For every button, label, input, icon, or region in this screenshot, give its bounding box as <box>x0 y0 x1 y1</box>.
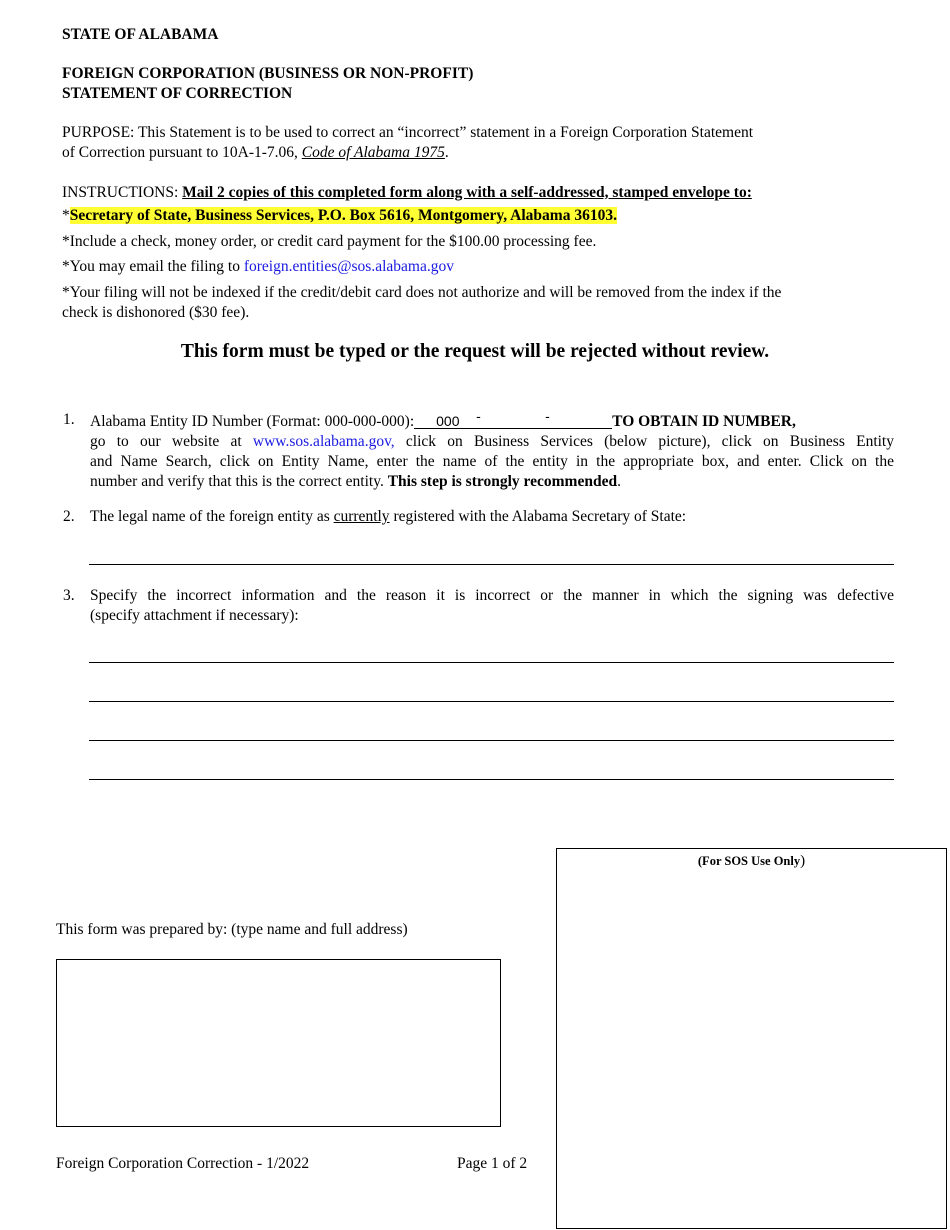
item-1-text <box>90 410 894 492</box>
purpose-line-2-suffix: . <box>444 144 449 161</box>
item-2-currently: currently <box>333 508 390 525</box>
fee-line: *Include a check, money order, or credit card payment for the $100.00 processing fee. <box>62 233 597 250</box>
item-1-line-4-prefix: number and verify that this is the correct entity. <box>90 473 388 490</box>
correction-field-line-1[interactable] <box>89 662 894 663</box>
index-warning-line-1: *Your filing will not be indexed if the credit/debit card does not authorize and will be removed from the index if the <box>62 284 782 301</box>
purpose-line-2 <box>62 143 753 163</box>
website-link[interactable]: www.sos.alabama.gov, <box>252 433 395 450</box>
item-1-line-4 <box>90 472 894 492</box>
address-highlight: Secretary of State, Business Services, P.O. Box 5616, Montgomery, Alabama 36103. <box>69 207 617 224</box>
correction-field-line-3[interactable] <box>89 740 894 741</box>
email-prefix: *You may email the filing to <box>62 258 244 275</box>
address-star: * <box>62 207 70 224</box>
mail-instructions: Mail 2 copies of this completed form along with a self-addressed, stamped envelope to: <box>182 184 752 201</box>
item-3-line-2: (specify attachment if necessary): <box>90 607 299 624</box>
form-title-line-1: FOREIGN CORPORATION (BUSINESS OR NON-PROFIT) <box>62 65 474 82</box>
correction-field-line-4[interactable] <box>89 779 894 780</box>
footer-page-number: Page 1 of 2 <box>457 1155 528 1172</box>
footer-form-id: Foreign Corporation Correction - 1/2022 <box>56 1155 310 1172</box>
item-1-line-4-suffix: . <box>617 473 621 490</box>
state-heading: STATE OF ALABAMA <box>62 26 219 43</box>
instructions-label: INSTRUCTIONS: <box>62 184 183 201</box>
recommended-note: This step is strongly recommended <box>387 473 618 490</box>
correction-field-line-2[interactable] <box>89 701 894 702</box>
index-warning-line-2: check is dishonored ($30 fee). <box>62 304 250 321</box>
entity-id-part-1: 000 <box>436 413 460 429</box>
item-2-suffix: registered with the Alabama Secretary of State: <box>389 508 687 525</box>
item-1-line-3: and Name Search, click on Entity Name, enter the name of the entity in the appropriate box, and enter. Click on the <box>90 453 894 470</box>
index-warning <box>62 283 781 323</box>
item-3-line-1: Specify the incorrect information and the reason it is incorrect or the manner in which the signing was defective <box>90 587 894 604</box>
sos-use-label <box>557 853 946 870</box>
form-title-line-2: STATEMENT OF CORRECTION <box>62 85 293 102</box>
sos-use-box <box>556 848 947 1229</box>
item-3-text <box>90 586 894 626</box>
item-2-number: 2. <box>63 508 75 525</box>
entity-id-separator-2: - <box>545 408 550 424</box>
form-title <box>62 64 473 104</box>
instructions-heading <box>62 183 752 203</box>
entity-id-separator-1: - <box>476 408 481 424</box>
purpose-line-2-prefix: of Correction pursuant to 10A-1-7.06, <box>62 144 302 161</box>
prepared-by-label: This form was prepared by: (type name and full address) <box>56 921 408 938</box>
item-1-line-1 <box>90 410 894 432</box>
entity-id-field[interactable] <box>414 410 612 429</box>
item-1-line-2-prefix: go to our website at <box>90 433 253 450</box>
item-3-number: 3. <box>63 587 75 604</box>
sos-use-label-paren: ) <box>800 853 806 869</box>
sos-use-label-text: (For SOS Use Only <box>697 854 801 868</box>
mailing-address <box>62 206 617 226</box>
typed-form-notice: This form must be typed or the request will be rejected without review. <box>180 341 770 362</box>
obtain-id-heading: TO OBTAIN ID NUMBER, <box>612 413 796 430</box>
purpose-paragraph <box>62 123 753 163</box>
email-link[interactable]: foreign.entities@sos.alabama.gov <box>243 258 454 275</box>
purpose-line-1: PURPOSE: This Statement is to be used to correct an “incorrect” statement in a Foreign Corporation Statement <box>62 124 754 141</box>
item-1-line-2-suffix: click on Business Services (below picture), click on Business Entity <box>394 433 894 450</box>
item-2-text <box>90 507 686 527</box>
code-reference: Code of Alabama 1975 <box>301 144 445 161</box>
item-1-line-2 <box>90 432 894 452</box>
item-2-prefix: The legal name of the foreign entity as <box>90 508 334 525</box>
entity-id-label: Alabama Entity ID Number (Format: 000-000-000): <box>90 413 415 430</box>
legal-name-field[interactable] <box>89 564 894 565</box>
item-1-number: 1. <box>63 411 75 428</box>
prepared-by-box[interactable] <box>56 959 501 1127</box>
email-line <box>62 257 454 277</box>
